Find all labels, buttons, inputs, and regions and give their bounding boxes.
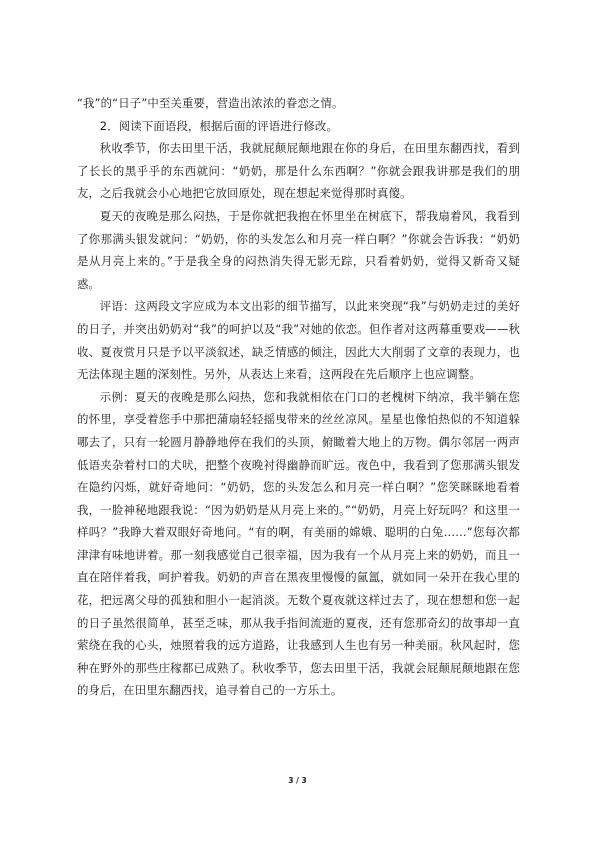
paragraph-continuation: “我”的“日子”中至关重要，营造出浓浓的眷恋之情。 bbox=[77, 96, 344, 110]
paragraph-example: 示例：夏天的夜晚是那么闷热，您和我就相依在门口的老槐树下纳凉，我半躺在您的怀里，享受着您手中那把蒲扇轻轻摇曳带来的丝丝凉风。星星也像怕热似的不知道躲哪去了，只有一轮圆月静静地停在我们的头顶，俯瞰着大地上的万物。偶尔邻居一两声低语夹杂着村口的犬吠，把整个夜晚衬得幽静而旷远。夜色中，我看到了您那满头银发在隐约闪烁，就好奇地问：“奶奶，您的头发怎么和月亮一样白啊？”您笑眯眯地看着我，一脸神秘地跟我说：“因为奶奶是从月亮上来的。”“奶奶，月亮上好玩吗？和这里一样吗？”我睁大着双眼好奇地问。“有的啊，有美丽的嫦娥、聪明的白兔……”您每次都津津有味地讲着。那一刻我感觉自己很幸福，因为我有一个从月亮上来的奶奶，而且一直在陪伴着我，呵护着我。奶奶的声音在黑夜里慢慢的氤氲，就如同一朵开在我心里的花，把远离父母的孤独和胆小一起消淡。无数个夏夜就这样过去了，现在想想和您一起的日子虽然很简单，甚至乏味，那从我手指间流逝的夏夜，还有您那奇幻的故事却一直萦绕在我的心头，烛照着我的远方道路，让我感到人生也有另一种美丽。秋风起时，您种在野外的那些庄稼都已成熟了。秋收季节，您去田里干活，我就会屁颠屁颠地跟在您的身后，在田里东翻西找，追寻着自己的一方乐土。 bbox=[77, 389, 520, 698]
paragraph-summer-night: 夏天的夜晚是那么闷热，于是你就把我抱在怀里坐在树底下，帮我扇着风，我看到了你那满头银发就问：“奶奶，你的头发怎么和月亮一样白啊？”你就会告诉我：“奶奶是从月亮上来的。”于是我全身的闷热消失得无影无踪，只看着奶奶，觉得又新奇又疑惑。 bbox=[77, 208, 520, 291]
question-heading: 2．阅读下面语段，根据后面的评语进行修改。 bbox=[99, 118, 339, 133]
paragraph-comment: 评语：这两段文字应成为本文出彩的细节描写，以此来突现“我”与奶奶走过的美好的日子，并突出奶奶对“我”的呵护以及“我”对她的依恋。但作者对这两幕重要戏——秋收、夏夜赏月只是予以平淡叙述，缺乏情感的倾注，因此大大削弱了文章的表现力，也无法体现主题的深刻性。另外，从表达上来看，这两段在先后顺序上也应调整。 bbox=[77, 299, 520, 382]
paragraph-autumn-harvest: 秋收季节，你去田里干活，我就屁颠屁颠地跟在你的身后，在田里东翻西找，看到了长长的黑乎乎的东西就问：“奶奶，那是什么东西啊？”你就会跟我讲那是我们的朋友，之后我就会小心地把它放回原处，现在想起来觉得那时真傻。 bbox=[77, 141, 520, 201]
document-body bbox=[77, 92, 520, 702]
page-number: 3 / 3 bbox=[288, 776, 307, 785]
